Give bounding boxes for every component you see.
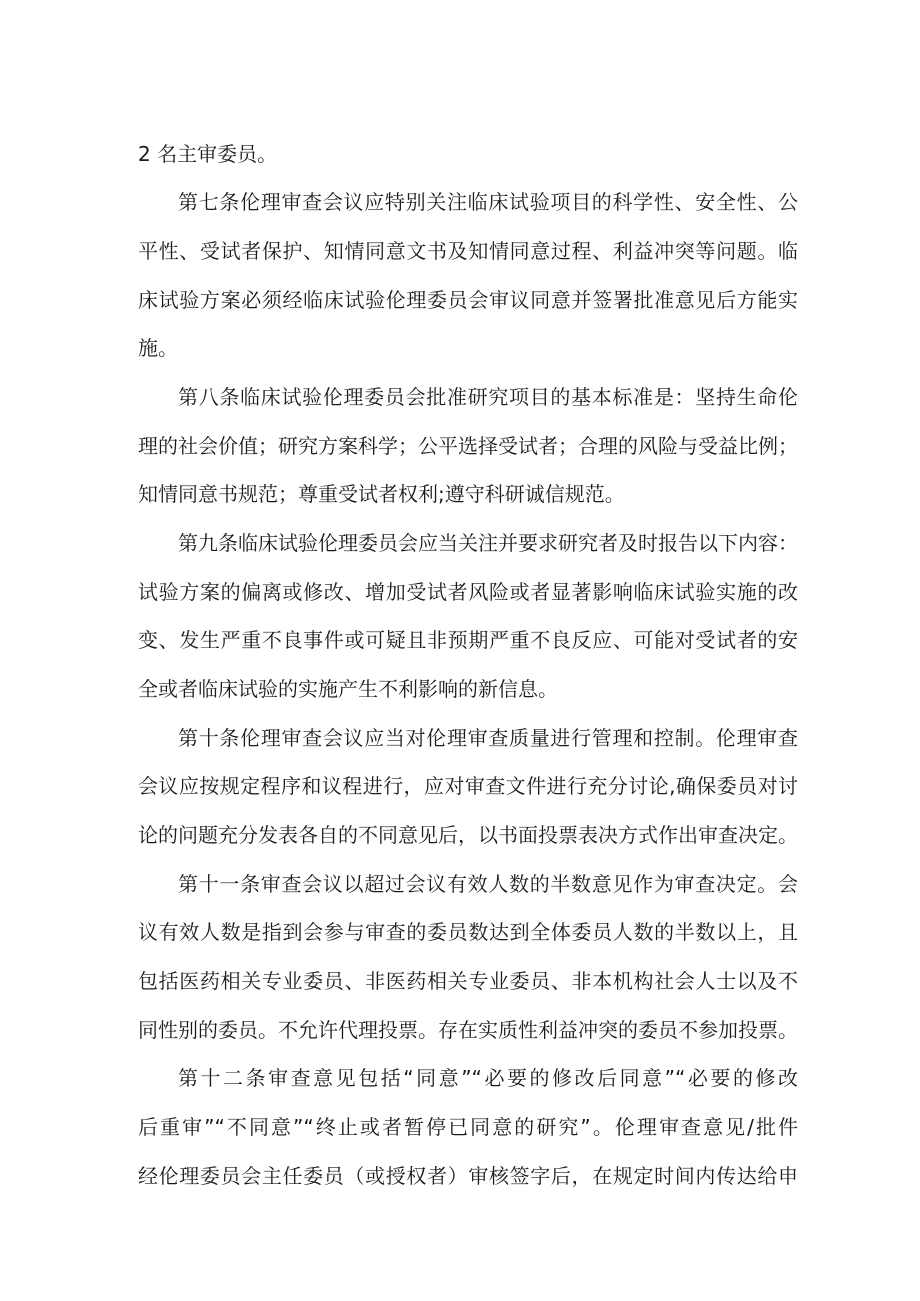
text-line: 同性别的委员。不允许代理投票。存在实质性利益冲突的委员不参加投票。 — [138, 1018, 798, 1042]
text-line: 第十一条审查会议以超过会议有效人数的半数意见作为审查决定。会 — [178, 872, 798, 896]
text-line: 全或者临床试验的实施产生不利影响的新信息。 — [138, 677, 558, 701]
text-line: 施。 — [138, 336, 178, 360]
text-line: 论的问题充分发表各自的不同意见后，以书面投票表决方式作出审查决定。 — [138, 823, 798, 847]
text-line: 试验方案的偏离或修改、增加受试者风险或者显著影响临床试验实施的改 — [138, 580, 798, 604]
text-line: 知情同意书规范；尊重受试者权利;遵守科研诚信规范。 — [138, 482, 625, 506]
text-line: 第十条伦理审查会议应当对伦理审查质量进行管理和控制。伦理审查 — [178, 726, 798, 750]
text-line: 会议应按规定程序和议程进行，应对审查文件进行充分讨论,确保委员对讨 — [138, 774, 798, 798]
text-line: 包括医药相关专业委员、非医药相关专业委员、非本机构社会人士以及不 — [138, 969, 798, 993]
text-line: 经伦理委员会主任委员（或授权者）审核签字后，在规定时间内传达给申 — [138, 1164, 798, 1188]
text-line: 第十二条审查意见包括“同意”“必要的修改后同意”“必要的修改 — [178, 1066, 798, 1090]
text-line: 理的社会价值；研究方案科学；公平选择受试者；合理的风险与受益比例； — [138, 434, 798, 458]
text-line: 第七条伦理审查会议应特别关注临床试验项目的科学性、安全性、公 — [178, 190, 798, 214]
text-line: 2 名主审委员。 — [138, 142, 278, 166]
text-line: 第九条临床试验伦理委员会应当关注并要求研究者及时报告以下内容： — [178, 531, 798, 555]
text-line: 平性、受试者保护、知情同意文书及知情同意过程、利益冲突等问题。临 — [138, 239, 798, 263]
text-line: 后重审”“不同意”“终止或者暂停已同意的研究”。伦理审查意见/批件 — [138, 1115, 798, 1139]
text-line: 议有效人数是指到会参与审查的委员数达到全体委员人数的半数以上，且 — [138, 920, 798, 944]
text-line: 第八条临床试验伦理委员会批准研究项目的基本标准是：坚持生命伦 — [178, 385, 798, 409]
text-line: 床试验方案必须经临床试验伦理委员会审议同意并签署批准意见后方能实 — [138, 288, 798, 312]
text-line: 变、发生严重不良事件或可疑且非预期严重不良反应、可能对受试者的安 — [138, 628, 798, 652]
